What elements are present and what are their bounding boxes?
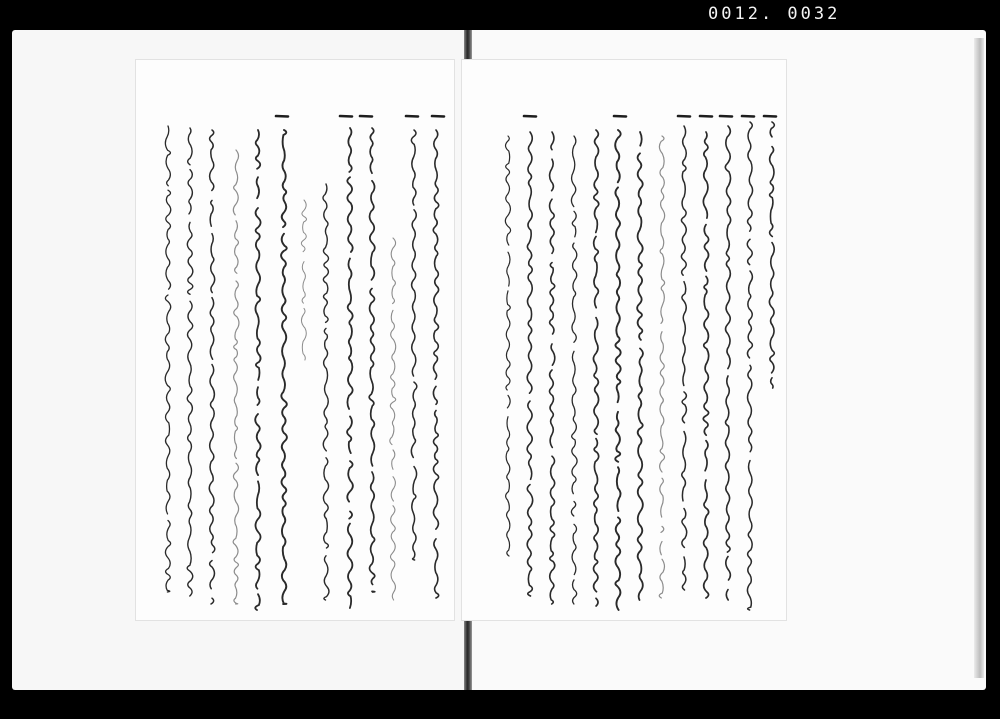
handwritten-column: [301, 200, 306, 360]
handwritten-column: [505, 136, 510, 556]
handwritten-column: [703, 132, 708, 598]
handwritten-column: [165, 126, 171, 592]
item-marker-dash: [360, 116, 372, 117]
item-marker-dash: [432, 116, 444, 117]
item-marker-dash: [524, 116, 536, 117]
item-marker-dash: [720, 116, 732, 117]
handwritten-column: [433, 130, 438, 604]
handwritten-column: [659, 136, 664, 598]
handwritten-column: [747, 122, 752, 610]
handwritten-column: [323, 184, 329, 600]
handwritten-column: [725, 126, 730, 600]
handwritten-column: [593, 130, 598, 606]
handwritten-column: [347, 128, 353, 608]
handwritten-column: [209, 130, 215, 604]
item-marker-dash: [340, 116, 352, 117]
handwritten-column: [390, 238, 396, 600]
handwritten-column: [281, 130, 287, 604]
item-marker-dash: [614, 116, 626, 117]
item-marker-dash: [406, 116, 418, 117]
film-frame-number: 0012. 0032: [708, 4, 841, 24]
handwritten-column: [550, 132, 555, 610]
handwritten-column: [255, 130, 260, 610]
handwritten-column: [187, 128, 193, 596]
item-marker-dash: [276, 116, 288, 117]
handwritten-column: [411, 130, 416, 560]
handwritten-column: [637, 132, 643, 600]
item-marker-dash: [700, 116, 712, 117]
item-marker-dash: [764, 116, 776, 117]
handwritten-column: [233, 150, 239, 604]
handwritten-column: [527, 132, 533, 596]
handwritten-column: [681, 126, 686, 590]
handwritten-column: [615, 130, 620, 610]
handwritten-column: [369, 128, 375, 592]
handwritten-column: [571, 136, 577, 604]
item-marker-dash: [678, 116, 690, 117]
handwritten-column: [769, 122, 774, 388]
item-marker-dash: [742, 116, 754, 117]
